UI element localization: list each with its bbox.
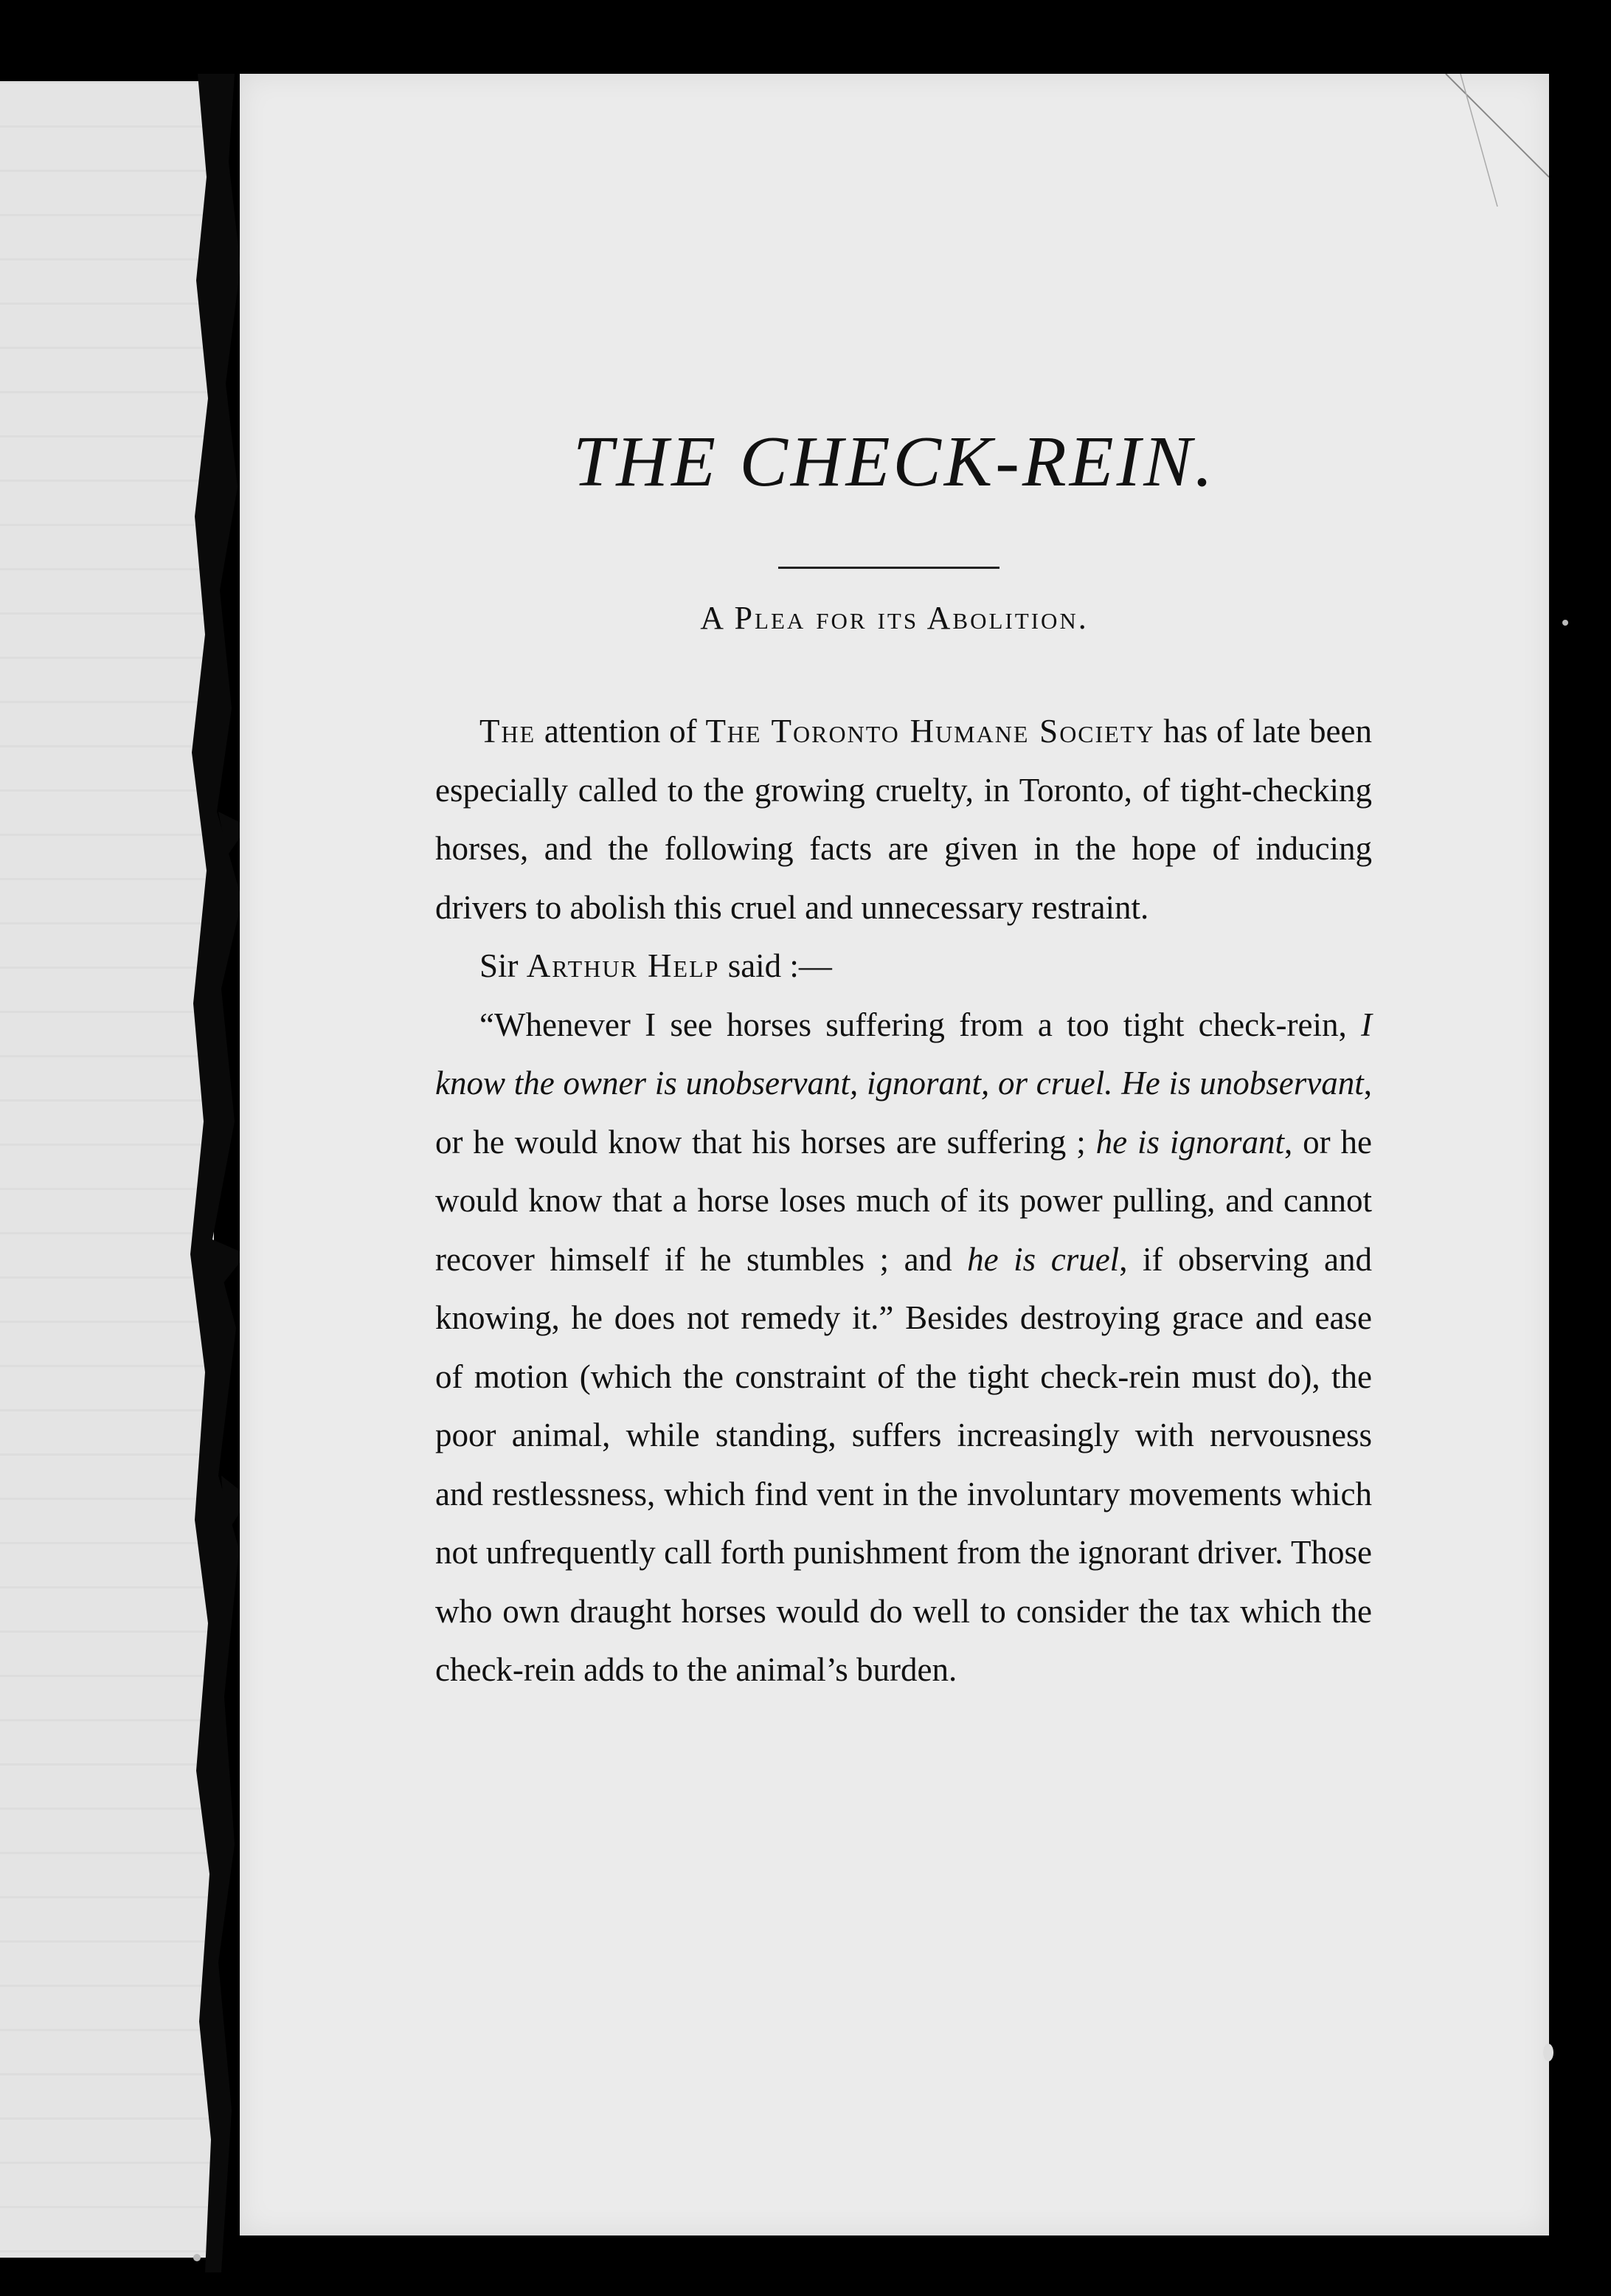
underlying-page [0, 81, 214, 2258]
text-span: , if observing and knowing, he does not remedy it.” Besides destroying grace and ease of motion (which the constraint of the tight check-rein must do), the poor animal, while standing, suffers increasingly with nervousness and restlessness, which find vent in the involuntary movements which not unfrequently call forth punishment from the ignorant driver. Those who own draught horses would do well to consider the tax which the check-rein adds to the animal’s burden. [435, 1240, 1373, 1688]
text-span: , or he would know that his horses are suffering ; [435, 1065, 1372, 1161]
italic-span: He is unobservant [1121, 1065, 1364, 1102]
italic-span: he is cruel [967, 1240, 1120, 1278]
text-span: Sir [479, 947, 527, 984]
page-title: THE CHECK-REIN. [572, 422, 1216, 502]
page-corner-fold [1416, 74, 1549, 207]
author-name: Arthur Help [526, 947, 720, 984]
text-span: has of late been especially called to the growing cruelty, in Toronto, of tight-checking horses, and the following facts are given in the hope of inducing drivers to abolish this cruel and unnecessary restraint. [435, 713, 1372, 926]
page-subtitle: A Plea for its Abolition. [700, 600, 1089, 636]
paragraph-quote [435, 996, 1372, 1700]
text-span: , or he would know that a horse loses much of its power pulling, and cannot recover himself if he stumbles ; and [435, 1123, 1373, 1278]
society-name: The Toronto Humane Society [705, 713, 1155, 750]
scan-speck [1543, 2044, 1553, 2061]
body-text [435, 702, 1372, 1700]
scan-speck [193, 2254, 201, 2261]
text-span: said :— [719, 947, 832, 984]
lead-word: The [479, 713, 536, 750]
text-span: attention of [536, 713, 706, 750]
title-rule [778, 567, 999, 569]
italic-span: I know the owner is unobservant, ignorant, or cruel. [435, 1006, 1372, 1102]
scan-speck [1562, 620, 1568, 626]
paragraph-intro [435, 702, 1372, 937]
paragraph-attribution [435, 937, 1372, 996]
text-span: “Whenever I see horses suffering from a too tight check-rein, [479, 1006, 1361, 1043]
document-page [240, 74, 1549, 2236]
text-span [1113, 1065, 1122, 1102]
italic-span: he is ignorant [1095, 1123, 1284, 1161]
